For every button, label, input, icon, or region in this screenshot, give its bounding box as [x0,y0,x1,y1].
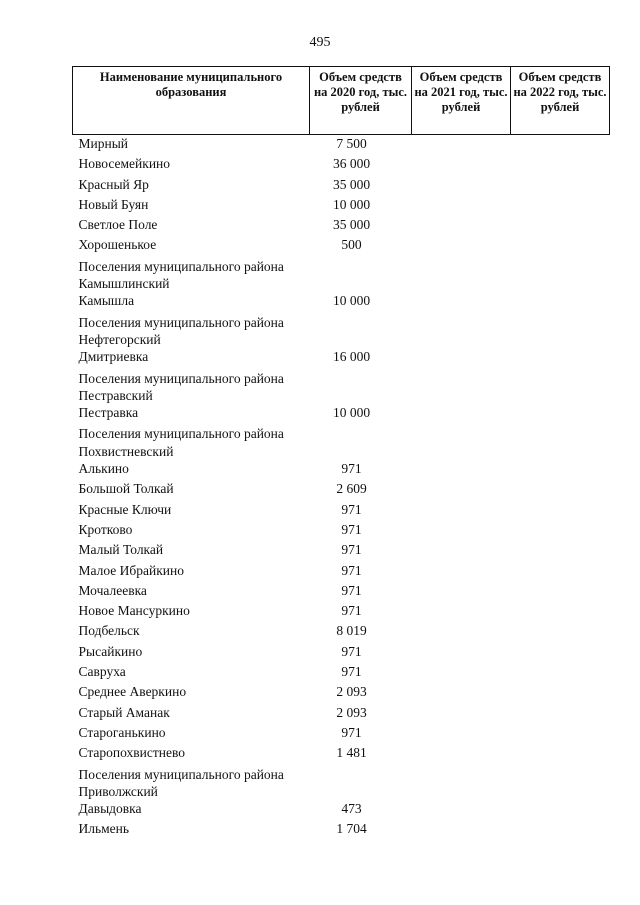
settlement-name: Малое Ибрайкино [78,562,184,578]
table-row [73,582,610,602]
amount-2021 [412,602,511,622]
empty-cell [310,424,412,460]
table-row [73,820,610,840]
amount-2021 [412,800,511,820]
amount-2020: 971 [341,501,362,517]
table-row [73,135,610,156]
table-row [73,460,610,480]
empty-cell [511,765,610,801]
district-group-row [73,424,610,460]
amount-2020: 2 093 [336,704,367,720]
table-row [73,404,610,424]
amount-2022 [511,236,610,256]
amount-2022 [511,602,610,622]
table-row [73,562,610,582]
amount-2021 [412,292,511,312]
district-group-label: Поселения муниципального района Камышлинский [78,258,284,292]
amount-2022 [511,622,610,642]
empty-cell [412,765,511,801]
amount-2020: 500 [341,237,362,253]
district-group-row [73,313,610,349]
empty-cell [310,257,412,293]
amount-2020: 971 [341,461,362,477]
table-row [73,176,610,196]
empty-cell [412,313,511,349]
header-row [73,67,610,135]
amount-2022 [511,135,610,156]
amount-2021 [412,480,511,500]
settlement-name: Алькино [78,461,129,477]
table-row [73,663,610,683]
page-number: 495 [309,35,331,50]
settlement-name: Новое Мансуркино [78,603,190,619]
amount-2020: 8 019 [336,623,367,639]
settlement-name: Мирный [78,136,128,151]
settlement-name: Рысайкино [78,643,143,659]
amount-2020: 1 481 [336,745,367,761]
settlement-name: Мочалеевка [78,582,147,598]
settlement-name: Давыдовка [78,801,142,817]
empty-cell [412,424,511,460]
amount-2021 [412,643,511,663]
header-2021: Объем средств на 2021 год, тыс. рублей [412,67,511,135]
table-row [73,704,610,724]
amount-2020: 7 500 [336,136,367,151]
empty-cell [310,369,412,405]
amount-2022 [511,541,610,561]
amount-2021 [412,724,511,744]
empty-cell [412,369,511,405]
table-row [73,541,610,561]
settlement-name: Старопохвистнево [78,745,186,761]
amount-2020: 2 093 [336,684,367,700]
table-row [73,501,610,521]
district-group-row [73,765,610,801]
settlement-name: Камышла [78,293,135,309]
amount-2020: 35 000 [332,217,371,233]
district-group-row [73,369,610,405]
settlement-name: Пестравка [78,405,139,421]
table-row [73,683,610,703]
empty-cell [511,424,610,460]
empty-cell [511,313,610,349]
amount-2020: 35 000 [332,176,371,192]
table-row [73,155,610,175]
amount-2022 [511,683,610,703]
district-group-row [73,257,610,293]
table-row [73,216,610,236]
settlement-name: Староганькино [78,724,166,740]
amount-2022 [511,216,610,236]
settlement-name: Ильмень [78,821,130,837]
district-group-label: Поселения муниципального района Пестравский [78,370,284,403]
amount-2022 [511,155,610,175]
amount-2021 [412,622,511,642]
amount-2021 [412,541,511,561]
settlement-name: Большой Толкай [78,481,174,497]
amount-2021 [412,663,511,683]
table-row [73,236,610,256]
table-header [73,67,610,135]
amount-2022 [511,643,610,663]
amount-2022 [511,704,610,724]
amount-2020: 971 [341,521,362,537]
table-row [73,292,610,312]
settlement-name: Светлое Поле [78,217,158,233]
settlement-name: Красный Яр [78,176,149,192]
table-body [73,135,610,841]
table-row [73,196,610,216]
amount-2022 [511,501,610,521]
amount-2022 [511,480,610,500]
amount-2022 [511,800,610,820]
district-group-label: Поселения муниципального района Похвистневский [78,426,284,459]
amount-2022 [511,348,610,368]
header-municipality: Наименование муниципального образования [73,67,310,135]
amount-2022 [511,820,610,840]
amount-2021 [412,501,511,521]
amount-2021 [412,196,511,216]
table-row [73,643,610,663]
amount-2020: 10 000 [332,293,371,309]
amount-2022 [511,744,610,764]
amount-2021 [412,562,511,582]
settlement-name: Новый Буян [78,196,149,212]
amount-2021 [412,521,511,541]
empty-cell [511,257,610,293]
amount-2022 [511,404,610,424]
settlement-name: Среднее Аверкино [78,684,187,700]
table-row [73,724,610,744]
amount-2021 [412,820,511,840]
amount-2022 [511,582,610,602]
settlement-name: Красные Ключи [78,501,172,517]
amount-2021 [412,236,511,256]
amount-2021 [412,135,511,156]
amount-2022 [511,663,610,683]
amount-2020: 10 000 [332,405,371,421]
settlement-name: Малый Толкай [78,542,164,558]
amount-2022 [511,292,610,312]
settlement-name: Хорошенькое [78,237,157,253]
district-group-label: Поселения муниципального района Нефтегорский [78,314,284,347]
amount-2021 [412,216,511,236]
amount-2022 [511,521,610,541]
settlement-name: Савруха [78,664,126,680]
settlement-name: Дмитриевка [78,349,149,365]
amount-2020: 971 [341,664,362,680]
amount-2022 [511,196,610,216]
settlement-name: Подбельск [78,623,140,639]
amount-2020: 473 [341,801,362,817]
table-row [73,480,610,500]
settlement-name: Старый Аманак [78,704,170,720]
amount-2020: 2 609 [336,481,367,497]
amount-2020: 971 [341,562,362,578]
amount-2020: 971 [341,724,362,740]
amount-2021 [412,348,511,368]
amount-2021 [412,176,511,196]
amount-2022 [511,460,610,480]
amount-2022 [511,176,610,196]
amount-2022 [511,562,610,582]
amount-2020: 971 [341,643,362,659]
empty-cell [310,765,412,801]
table-row [73,348,610,368]
amount-2021 [412,460,511,480]
district-group-label: Поселения муниципального района Приволжский [78,766,284,799]
table-row [73,521,610,541]
amount-2020: 16 000 [332,349,371,365]
amount-2020: 971 [341,582,362,598]
settlement-name: Кротково [78,521,133,537]
amount-2021 [412,704,511,724]
amount-2021 [412,404,511,424]
header-2020: Объем средств на 2020 год, тыс. рублей [310,67,412,135]
amount-2021 [412,582,511,602]
table-row [73,622,610,642]
amount-2020: 1 704 [336,821,367,837]
table-row [73,744,610,764]
settlement-name: Новосемейкино [78,156,171,172]
header-2022: Объем средств на 2022 год, тыс. рублей [511,67,610,135]
amount-2022 [511,724,610,744]
amount-2021 [412,744,511,764]
table-row [73,800,610,820]
table-row [73,602,610,622]
amount-2020: 971 [341,603,362,619]
empty-cell [412,257,511,293]
amount-2021 [412,155,511,175]
empty-cell [511,369,610,405]
amount-2020: 36 000 [332,156,371,172]
amount-2021 [412,683,511,703]
budget-table [72,66,610,841]
amount-2020: 10 000 [332,196,371,212]
amount-2020: 971 [341,542,362,558]
empty-cell [310,313,412,349]
